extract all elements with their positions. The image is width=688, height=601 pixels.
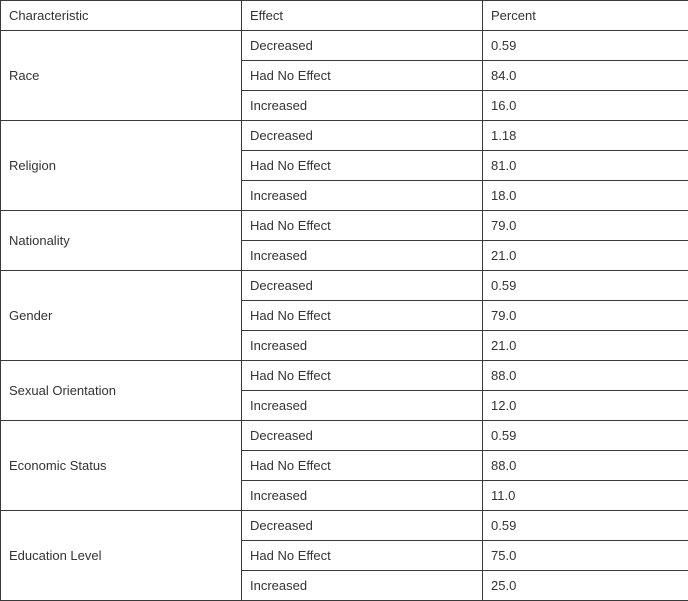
effect-cell: Increased [242,481,483,511]
percent-cell: 81.0 [483,151,688,181]
percent-cell: 0.59 [483,511,688,541]
table-body [1,31,688,601]
effect-cell: Decreased [242,271,483,301]
table-row [1,271,688,301]
characteristic-cell: Sexual Orientation [1,361,242,421]
column-header-percent: Percent [483,1,688,31]
table-row [1,511,688,541]
effect-cell: Decreased [242,31,483,61]
effect-cell: Increased [242,571,483,601]
effect-cell: Increased [242,241,483,271]
percent-cell: 16.0 [483,91,688,121]
percent-cell: 0.59 [483,31,688,61]
effect-cell: Had No Effect [242,151,483,181]
effect-cell: Decreased [242,511,483,541]
characteristic-cell: Education Level [1,511,242,601]
effect-cell: Decreased [242,421,483,451]
percent-cell: 12.0 [483,391,688,421]
effect-cell: Increased [242,391,483,421]
effect-cell: Had No Effect [242,61,483,91]
percent-cell: 21.0 [483,331,688,361]
characteristic-cell: Economic Status [1,421,242,511]
effect-cell: Had No Effect [242,301,483,331]
percent-cell: 11.0 [483,481,688,511]
characteristic-cell: Gender [1,271,242,361]
effect-cell: Had No Effect [242,451,483,481]
header-row [1,1,688,31]
percent-cell: 21.0 [483,241,688,271]
characteristic-cell: Religion [1,121,242,211]
effect-cell: Increased [242,91,483,121]
characteristic-cell: Nationality [1,211,242,271]
effect-cell: Increased [242,181,483,211]
column-header-characteristic: Characteristic [1,1,242,31]
percent-cell: 0.59 [483,271,688,301]
effect-cell: Had No Effect [242,361,483,391]
column-header-effect: Effect [242,1,483,31]
table-row [1,31,688,61]
characteristic-cell: Race [1,31,242,121]
table-row [1,121,688,151]
percent-cell: 25.0 [483,571,688,601]
percent-cell: 79.0 [483,211,688,241]
percent-cell: 75.0 [483,541,688,571]
effect-cell: Decreased [242,121,483,151]
table-row [1,211,688,241]
table-row [1,421,688,451]
effect-cell: Had No Effect [242,541,483,571]
percent-cell: 18.0 [483,181,688,211]
percent-cell: 0.59 [483,421,688,451]
percent-cell: 88.0 [483,361,688,391]
percent-cell: 88.0 [483,451,688,481]
effect-cell: Increased [242,331,483,361]
table-row [1,361,688,391]
effect-cell: Had No Effect [242,211,483,241]
percent-cell: 79.0 [483,301,688,331]
percent-cell: 84.0 [483,61,688,91]
percent-cell: 1.18 [483,121,688,151]
